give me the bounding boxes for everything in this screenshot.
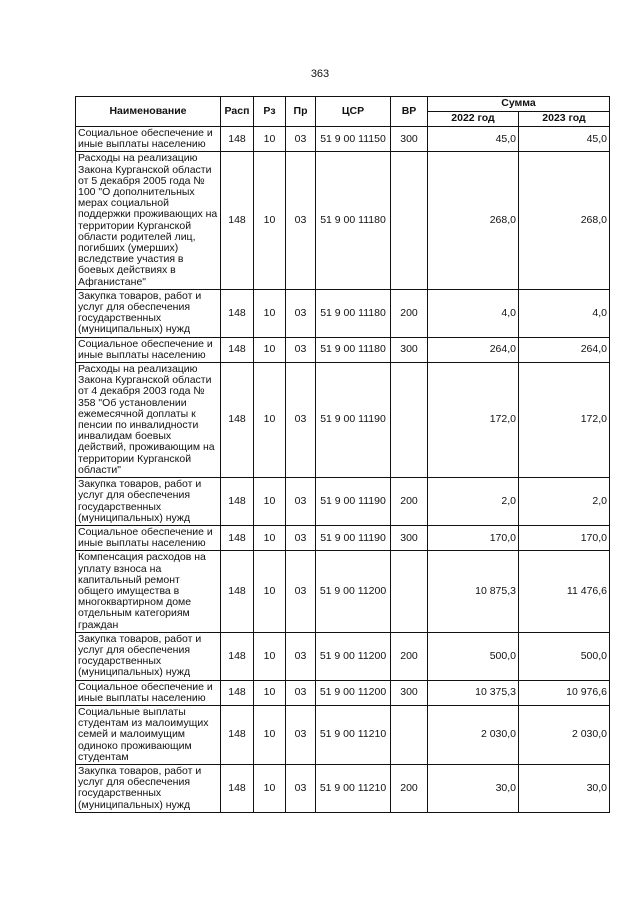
table-body	[76, 127, 610, 813]
cell-csr: 51 9 00 11190	[316, 525, 391, 550]
cell-pr: 03	[286, 680, 316, 705]
cell-sum-2023: 268,0	[519, 152, 610, 289]
cell-name: Социальное обеспечение и иные выплаты населению	[76, 337, 221, 362]
cell-csr: 51 9 00 11200	[316, 632, 391, 680]
header-csr: ЦСР	[316, 97, 391, 127]
cell-sum-2023: 500,0	[519, 632, 610, 680]
header-vr: ВР	[391, 97, 428, 127]
table-row	[76, 363, 610, 478]
cell-pr: 03	[286, 363, 316, 478]
cell-pr: 03	[286, 551, 316, 632]
cell-name: Расходы на реализацию Закона Курганской области от 4 декабря 2003 года № 358 "Об установлении ежемесячной доплаты к пенсии по инвалидности инвалидам боевых действий, проживающим на территории Курганской области"	[76, 363, 221, 478]
cell-sum-2022: 172,0	[428, 363, 519, 478]
cell-sum-2023: 2 030,0	[519, 705, 610, 764]
cell-sum-2023: 172,0	[519, 363, 610, 478]
cell-sum-2022: 30,0	[428, 764, 519, 812]
cell-vr	[391, 363, 428, 478]
cell-csr: 51 9 00 11200	[316, 680, 391, 705]
cell-name: Социальные выплаты студентам из малоимущих семей и малоимущим одиноко проживающим студентам	[76, 705, 221, 764]
cell-rz: 10	[254, 525, 286, 550]
cell-sum-2023: 11 476,6	[519, 551, 610, 632]
cell-sum-2022: 2,0	[428, 478, 519, 526]
table-row	[76, 632, 610, 680]
cell-name: Компенсация расходов на уплату взноса на капитальный ремонт общего имущества в многоквартирном доме отдельным категориям граждан	[76, 551, 221, 632]
cell-vr: 200	[391, 764, 428, 812]
cell-name: Социальное обеспечение и иные выплаты населению	[76, 680, 221, 705]
cell-name: Закупка товаров, работ и услуг для обеспечения государственных (муниципальных) нужд	[76, 632, 221, 680]
cell-sum-2023: 2,0	[519, 478, 610, 526]
cell-name: Закупка товаров, работ и услуг для обеспечения государственных (муниципальных) нужд	[76, 764, 221, 812]
cell-pr: 03	[286, 337, 316, 362]
header-name: Наименование	[76, 97, 221, 127]
cell-sum-2023: 170,0	[519, 525, 610, 550]
cell-csr: 51 9 00 11150	[316, 127, 391, 152]
budget-table	[75, 96, 610, 813]
cell-pr: 03	[286, 127, 316, 152]
cell-rasp: 148	[221, 337, 254, 362]
cell-rz: 10	[254, 551, 286, 632]
cell-rasp: 148	[221, 127, 254, 152]
cell-vr: 300	[391, 127, 428, 152]
header-year-2023: 2023 год	[519, 112, 610, 127]
cell-sum-2023: 264,0	[519, 337, 610, 362]
table-row	[76, 525, 610, 550]
header-rz: Рз	[254, 97, 286, 127]
cell-sum-2023: 30,0	[519, 764, 610, 812]
cell-sum-2022: 170,0	[428, 525, 519, 550]
cell-name: Закупка товаров, работ и услуг для обеспечения государственных (муниципальных) нужд	[76, 478, 221, 526]
table-row	[76, 478, 610, 526]
cell-pr: 03	[286, 289, 316, 337]
cell-csr: 51 9 00 11180	[316, 289, 391, 337]
header-year-2022: 2022 год	[428, 112, 519, 127]
cell-pr: 03	[286, 764, 316, 812]
cell-csr: 51 9 00 11190	[316, 478, 391, 526]
header-sum: Сумма	[428, 97, 610, 112]
cell-rz: 10	[254, 152, 286, 289]
cell-sum-2022: 10 875,3	[428, 551, 519, 632]
table-row	[76, 337, 610, 362]
cell-vr: 200	[391, 632, 428, 680]
cell-rasp: 148	[221, 478, 254, 526]
cell-csr: 51 9 00 11190	[316, 363, 391, 478]
cell-name: Закупка товаров, работ и услуг для обеспечения государственных (муниципальных) нужд	[76, 289, 221, 337]
cell-vr	[391, 551, 428, 632]
cell-pr: 03	[286, 525, 316, 550]
cell-pr: 03	[286, 632, 316, 680]
table-row	[76, 705, 610, 764]
cell-sum-2023: 4,0	[519, 289, 610, 337]
cell-sum-2023: 45,0	[519, 127, 610, 152]
table-header	[76, 97, 610, 127]
cell-csr: 51 9 00 11210	[316, 764, 391, 812]
cell-rz: 10	[254, 337, 286, 362]
cell-sum-2022: 500,0	[428, 632, 519, 680]
table-row	[76, 127, 610, 152]
cell-vr: 200	[391, 289, 428, 337]
cell-csr: 51 9 00 11180	[316, 337, 391, 362]
cell-rz: 10	[254, 363, 286, 478]
cell-vr: 300	[391, 680, 428, 705]
cell-sum-2022: 4,0	[428, 289, 519, 337]
cell-rasp: 148	[221, 632, 254, 680]
header-pr: Пр	[286, 97, 316, 127]
table-row	[76, 289, 610, 337]
table-row	[76, 152, 610, 289]
table-row	[76, 551, 610, 632]
cell-rasp: 148	[221, 705, 254, 764]
cell-vr: 300	[391, 337, 428, 362]
cell-name: Социальное обеспечение и иные выплаты населению	[76, 127, 221, 152]
cell-name: Расходы на реализацию Закона Курганской области от 5 декабря 2005 года № 100 "О дополнительных мерах социальной поддержки проживающих на территории Курганской области родителей лиц, погибших (умерших) вследствие участия в боевых действиях в Афганистане"	[76, 152, 221, 289]
cell-vr	[391, 705, 428, 764]
cell-rz: 10	[254, 705, 286, 764]
cell-rasp: 148	[221, 764, 254, 812]
cell-rz: 10	[254, 289, 286, 337]
cell-vr: 300	[391, 525, 428, 550]
cell-rasp: 148	[221, 525, 254, 550]
cell-rasp: 148	[221, 551, 254, 632]
cell-rasp: 148	[221, 152, 254, 289]
cell-sum-2023: 10 976,6	[519, 680, 610, 705]
cell-vr	[391, 152, 428, 289]
cell-rasp: 148	[221, 680, 254, 705]
cell-rasp: 148	[221, 363, 254, 478]
cell-vr: 200	[391, 478, 428, 526]
cell-sum-2022: 10 375,3	[428, 680, 519, 705]
page-number: 363	[310, 68, 330, 80]
cell-sum-2022: 264,0	[428, 337, 519, 362]
cell-sum-2022: 2 030,0	[428, 705, 519, 764]
cell-rz: 10	[254, 127, 286, 152]
cell-csr: 51 9 00 11210	[316, 705, 391, 764]
cell-pr: 03	[286, 152, 316, 289]
table-row	[76, 680, 610, 705]
cell-rz: 10	[254, 478, 286, 526]
cell-rasp: 148	[221, 289, 254, 337]
header-rasp: Расп	[221, 97, 254, 127]
cell-pr: 03	[286, 705, 316, 764]
table-row	[76, 764, 610, 812]
cell-rz: 10	[254, 632, 286, 680]
cell-sum-2022: 45,0	[428, 127, 519, 152]
cell-name: Социальное обеспечение и иные выплаты населению	[76, 525, 221, 550]
cell-rz: 10	[254, 680, 286, 705]
cell-csr: 51 9 00 11200	[316, 551, 391, 632]
cell-sum-2022: 268,0	[428, 152, 519, 289]
cell-pr: 03	[286, 478, 316, 526]
cell-rz: 10	[254, 764, 286, 812]
cell-csr: 51 9 00 11180	[316, 152, 391, 289]
